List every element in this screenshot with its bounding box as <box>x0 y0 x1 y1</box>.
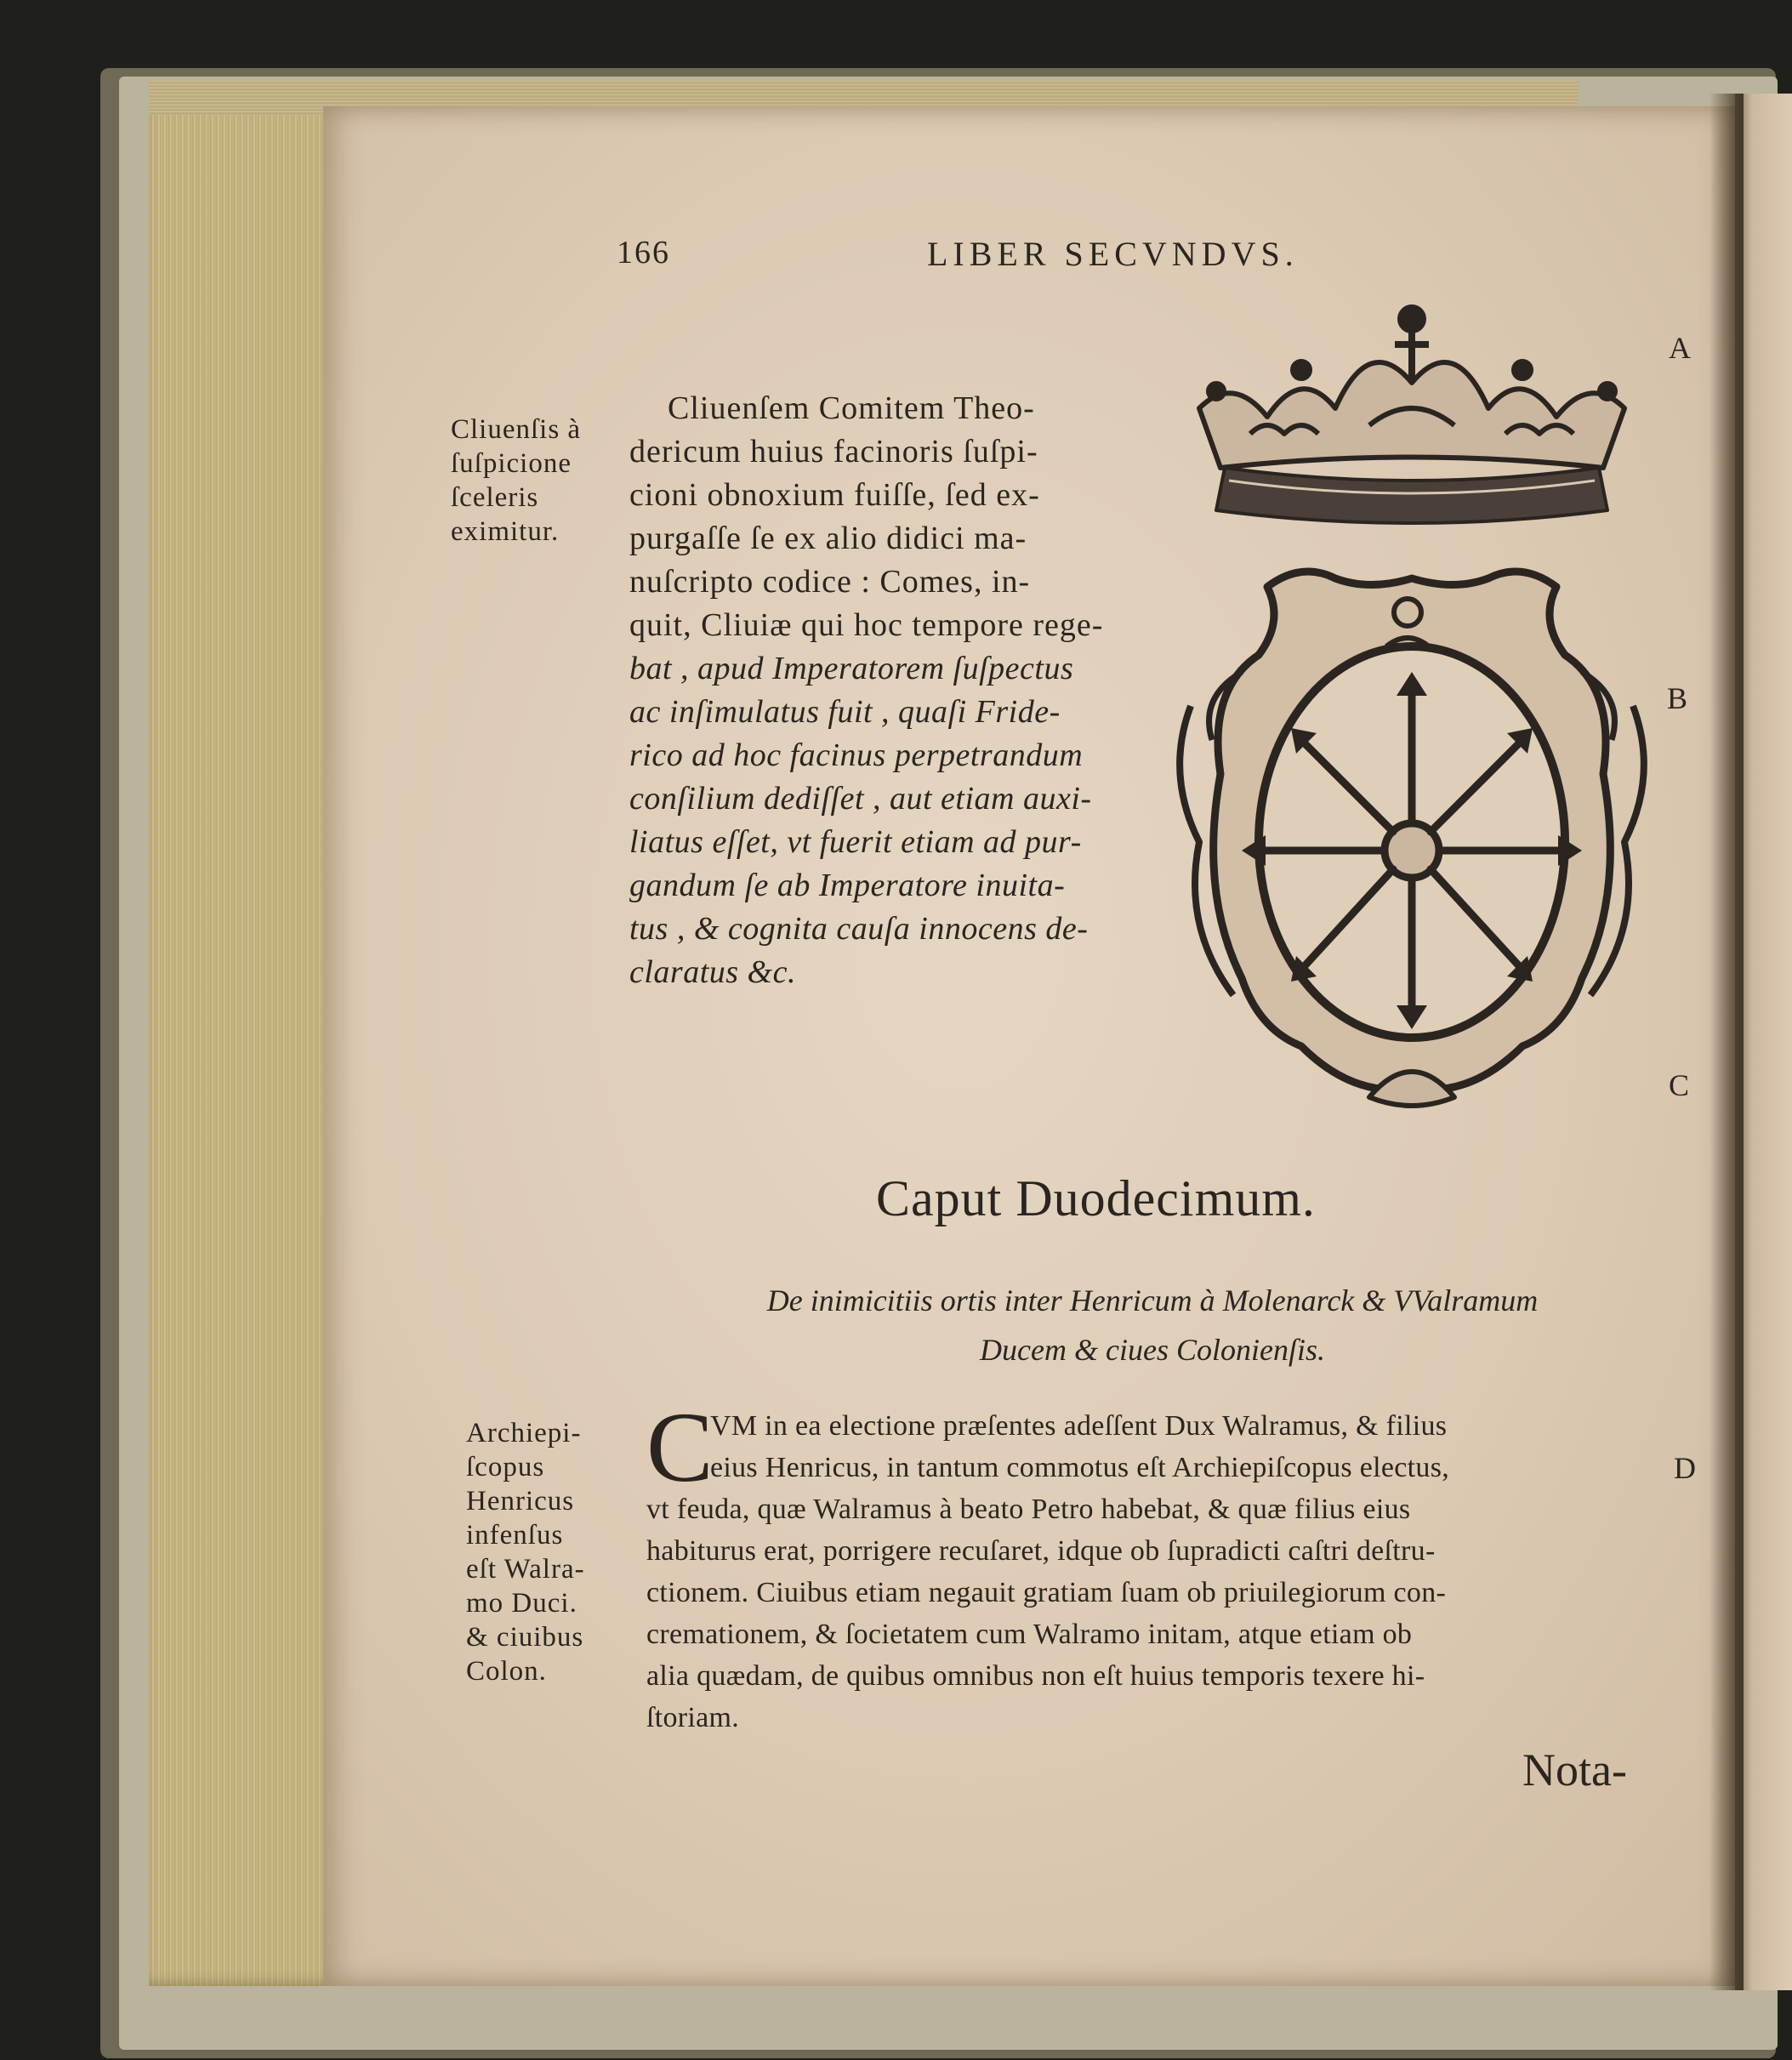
paragraph-line: habiturus erat, porrigere recuſaret, idque ob ſupradicti caſtri deſtru- <box>646 1535 1436 1567</box>
paragraph-line: VM in ea electione præſentes adeſſent Dux Walramus, & filius <box>710 1410 1448 1442</box>
chapter-subtitle-line-2: Ducem & ciues Colonienſis. <box>980 1333 1325 1367</box>
body-line: ac inſimulatus fuit , quaſi Fride- <box>629 694 1061 730</box>
side-letter-c: C <box>1669 1068 1690 1102</box>
paragraph-line: cremationem, & ſocietatem cum Walramo initam, atque etiam ob <box>646 1619 1413 1650</box>
side-letter-a: A <box>1669 331 1691 365</box>
paragraph-line: ctionem. Ciuibus etiam negauit gratiam ſuam ob priuilegiorum con- <box>646 1577 1447 1608</box>
body-line: bat , apud Imperatorem ſuſpectus <box>629 651 1074 686</box>
paragraph-line: eius Henricus, in tantum commotus eſt Archiepiſcopus electus, <box>710 1452 1450 1483</box>
chapter-title: Caput Duodecimum. <box>876 1170 1316 1226</box>
page-edges <box>149 81 344 1986</box>
chapter-paragraph <box>646 1391 1684 1738</box>
margin-note-archiepiscopus: Archiepi- ſcopus Henricus infenſus eſt Walra- mo Duci. & ciuibus Colon. <box>466 1418 585 1687</box>
page-gutter <box>1710 94 1744 1990</box>
catchword: Nota- <box>1522 1744 1627 1795</box>
book-title: LIBER SECVNDVS. <box>927 235 1299 273</box>
side-letter-b: B <box>1667 681 1688 715</box>
body-text <box>629 387 1174 994</box>
paragraph-line: vt feuda, quæ Walramus à beato Petro habebat, & quæ filius eius <box>646 1494 1411 1525</box>
body-line: conſilium dediſſet , aut etiam auxi- <box>629 781 1092 817</box>
side-letter-d: D <box>1674 1451 1696 1485</box>
coat-of-arms-icon <box>1165 298 1658 1148</box>
body-line: quit, Cliuiæ qui hoc tempore rege- <box>629 607 1104 643</box>
body-line: liatus eſſet, vt fuerit etiam ad pur- <box>629 824 1082 860</box>
body-line: nuſcripto codice : Comes, in- <box>629 564 1031 600</box>
crown-icon <box>1199 307 1624 523</box>
body-line: rico ad hoc facinus perpetrandum <box>629 737 1084 773</box>
body-line: tus , & cognita cauſa innocens de- <box>629 911 1089 947</box>
paragraph-line: alia quædam, de quibus omnibus non eſt huius temporis texere hi- <box>646 1660 1425 1692</box>
margin-note-cliuensis: Cliuenſis à ſuſpicione ſceleris eximitur. <box>451 414 582 547</box>
chapter-subtitle-line-1: De inimicitiis ortis inter Henricum à Molenarck & VValramum <box>766 1283 1539 1317</box>
next-page-edge <box>1735 94 1792 1990</box>
body-line: purgaſſe ſe ex alio didici ma- <box>629 521 1027 556</box>
paragraph-line: ſtoriam. <box>646 1702 740 1733</box>
body-line: cioni obnoxium fuiſſe, ſed ex- <box>629 477 1040 513</box>
body-line: dericum huius facinoris ſuſpi- <box>629 434 1038 469</box>
body-line: Cliuenſem Comitem Theo- <box>668 390 1035 426</box>
drop-cap: C <box>646 1391 714 1503</box>
body-line: gandum ſe ab Imperatore inuita- <box>629 868 1066 903</box>
body-line: claratus &c. <box>629 954 796 990</box>
page-number: 166 <box>617 235 670 270</box>
running-head <box>617 234 1382 285</box>
chapter-subtitle <box>663 1276 1641 1374</box>
